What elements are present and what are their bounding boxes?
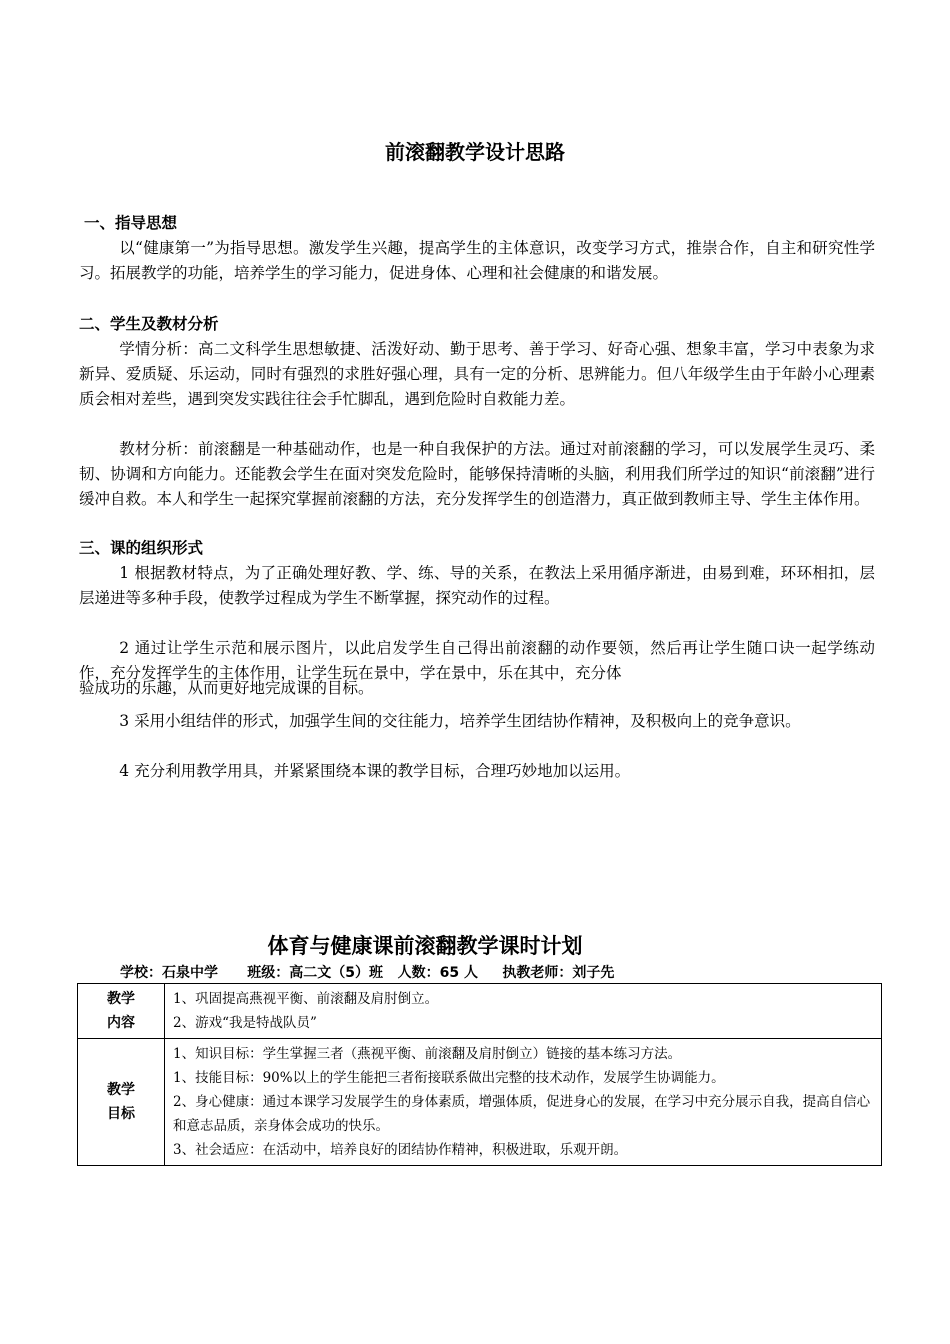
content-cell xyxy=(165,984,882,1039)
section-heading-analysis: 二、学生及教材分析 xyxy=(79,315,219,333)
list-item: 1、巩固提高燕视平衡、前滚翻及肩肘倒立。 xyxy=(173,991,439,1007)
section-heading-guiding-thought: 一、指导思想 xyxy=(84,214,178,232)
content-label-cell xyxy=(78,984,165,1039)
goals-label-cell xyxy=(78,1039,165,1166)
lesson-plan-info: 学校：石泉中学 班级：高二文（5）班 人数：65 人 执教老师：刘子先 xyxy=(120,965,615,981)
table-row xyxy=(78,1039,882,1166)
content-label-line-1: 教学 xyxy=(107,991,135,1007)
organization-paragraph-2a: 2 通过让学生示范和展示图片，以此启发学生自己得出前滚翻的动作要领，然后再让学生随口诀一起学练动作，充分发挥学生的主体作用，让学生玩在景中，学在景中，乐在其中，充分体 xyxy=(79,639,875,682)
table-row xyxy=(78,984,882,1039)
organization-paragraph-1: 1 根据教材特点，为了正确处理好教、学、练、导的关系，在教法上采用循序渐进，由易到难，环环相扣，层层递进等多种手段，使教学过程成为学生不断掌握，探究动作的过程。 xyxy=(79,564,875,607)
content-label-line-2: 内容 xyxy=(107,1015,135,1031)
list-item: 1、知识目标：学生掌握三者（燕视平衡、前滚翻及肩肘倒立）链接的基本练习方法。 xyxy=(173,1046,682,1062)
student-analysis-paragraph: 学情分析：高二文科学生思想敏捷、活泼好动、勤于思考、善于学习、好奇心强、想象丰富，学习中表象为求新异、爱质疑、乐运动，同时有强烈的求胜好强心理，具有一定的分析、思辨能力。但八年级学生由于年龄小心理素质会相对差些，遇到突发实践往往会手忙脚乱，遇到危险时自救能力差。 xyxy=(79,340,875,408)
list-item: 1、技能目标：90%以上的学生能把三者衔接联系做出完整的技术动作，发展学生协调能力。 xyxy=(173,1070,725,1086)
goals-label-line-2: 目标 xyxy=(107,1106,135,1122)
organization-paragraph-3: 3 采用小组结伴的形式，加强学生间的交往能力，培养学生团结协作精神，及积极向上的竞争意识。 xyxy=(119,712,801,730)
guiding-thought-paragraph: 以“健康第一”为指导思想。激发学生兴趣，提高学生的主体意识，改变学习方式，推崇合作，自主和研究性学习。拓展教学的功能，培养学生的学习能力，促进身体、心理和社会健康的和谐发展。 xyxy=(79,239,875,282)
list-item: 2、身心健康：通过本课学习发展学生的身体素质，增强体质，促进身心的发展，在学习中充分展示自我，提高自信心和意志品质，亲身体会成功的快乐。 xyxy=(173,1094,871,1134)
list-item: 3、社会适应：在活动中，培养良好的团结协作精神，积极进取，乐观开朗。 xyxy=(173,1142,628,1158)
lesson-plan-table xyxy=(77,983,882,1166)
organization-paragraph-2b: 验成功的乐趣，从而更好地完成课的目标。 xyxy=(79,679,374,697)
goals-cell xyxy=(165,1039,882,1166)
list-item: 2、游戏“我是特战队员” xyxy=(173,1015,317,1031)
design-title: 前滚翻教学设计思路 xyxy=(385,140,565,164)
organization-paragraph-4: 4 充分利用教学用具，并紧紧围绕本课的教学目标，合理巧妙地加以运用。 xyxy=(119,762,631,780)
goals-label-line-1: 教学 xyxy=(107,1082,135,1098)
lesson-plan-title: 体育与健康课前滚翻教学课时计划 xyxy=(267,934,583,958)
section-heading-organization: 三、课的组织形式 xyxy=(79,539,204,557)
material-analysis-paragraph: 教材分析：前滚翻是一种基础动作，也是一种自我保护的方法。通过对前滚翻的学习，可以发展学生灵巧、柔韧、协调和方向能力。还能教会学生在面对突发危险时，能够保持清晰的头脑，利用我们所学过的知识“前滚翻”进行缓冲自救。本人和学生一起探究掌握前滚翻的方法，充分发挥学生的创造潜力，真正做到教师主导、学生主体作用。 xyxy=(79,440,875,508)
